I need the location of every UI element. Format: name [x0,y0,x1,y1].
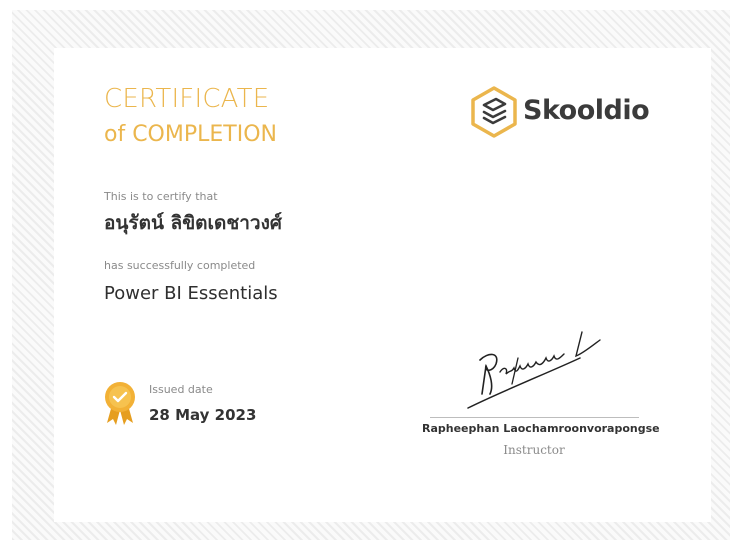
instructor-name: Rapheephan Laochamroonvorapongse [422,422,660,435]
issued-date-label: Issued date [149,383,213,396]
issued-date: 28 May 2023 [149,406,257,424]
brand-name: Skooldio [523,95,650,126]
signature-line [430,417,639,418]
course-name: Power BI Essentials [104,283,278,304]
recipient-name: อนุรัตน์ ลิขิตเดชาวงศ์ [104,212,282,234]
instructor-signature [460,322,610,412]
award-badge-icon [103,380,137,426]
skooldio-logo-icon [469,85,519,139]
instructor-role: Instructor [503,443,565,457]
certificate-title: CERTIFICATE [104,84,270,114]
completed-text: has successfully completed [104,259,256,272]
certificate-subtitle: of COMPLETION [104,122,277,147]
certify-text: This is to certify that [104,190,218,203]
